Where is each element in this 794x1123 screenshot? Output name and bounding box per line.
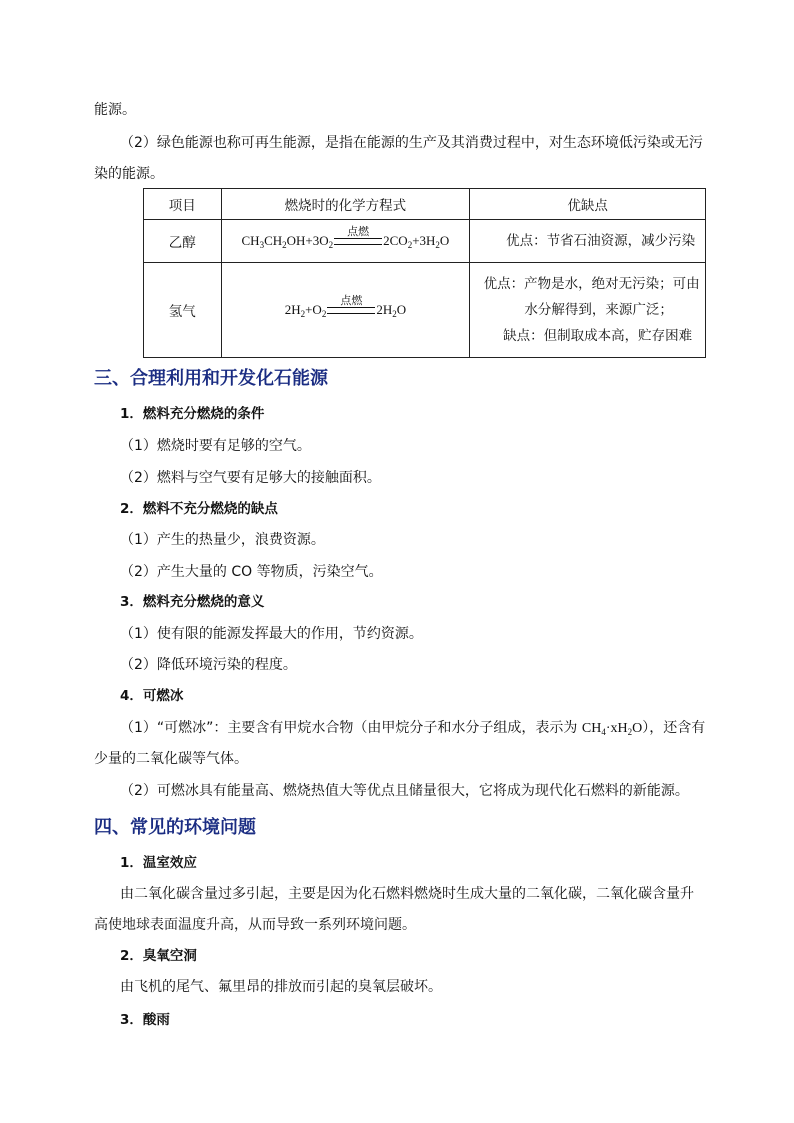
reaction-condition: 点燃 [340,293,363,307]
fuel-name-cell: 乙醇 [144,220,222,263]
paragraph-line: （1）使有限的能源发挥最大的作用，节约资源。 [120,626,423,642]
paragraph-line: （2）降低环境污染的程度。 [120,657,297,673]
intro-line: （2）绿色能源也称可再生能源，是指在能源的生产及其消费过程中，对生态环境低污染或无污 [120,135,703,151]
cons-line: 缺点：但制取成本高，贮存困难 [503,328,693,344]
paragraph-line: （1）燃烧时要有足够的空气。 [120,438,311,454]
pros-line: 水分解得到，来源广泛； [524,302,673,318]
paragraph-line: （2）产生大量的 CO 等物质，污染空气。 [120,564,383,580]
paragraph-line: （1）产生的热量少，浪费资源。 [120,532,325,548]
table-header-cell: 项目 [144,189,222,220]
pros-line: 优点：节省石油资源，减少污染 [506,233,696,249]
ethanol-equation: $CH_3CH_2OH+3O_2$ 点燃 $2CO_2+3H_2O$ [241,224,450,250]
paragraph-line: （2）可燃冰具有能量高、燃烧热值大等优点且储量很大，它将成为现代化石燃料的新能源。 [120,783,689,799]
intro-line: 染的能源。 [94,166,164,182]
table-header-row [144,189,706,220]
paragraph-line: 少量的二氧化碳等气体。 [94,751,248,767]
subheading: 2．臭氧空洞 [120,948,197,964]
table-header-cell: 优缺点 [470,189,706,220]
paragraph-line: （1）“可燃冰”：主要含有甲烷水合物（由甲烷分子和水分子组成，表示为 $CH_4\cdot xH_2O$），还含有 [120,720,706,737]
table-header-cell: 燃烧时的化学方程式 [221,189,470,220]
table-row [144,263,706,358]
subheading: 3．酸雨 [120,1012,170,1028]
paragraph-line: 由二氧化碳含量过多引起，主要是因为化石燃料燃烧时生成大量的二氧化碳，二氧化碳含量升 [120,886,694,902]
subheading: 4．可燃冰 [120,688,184,704]
pros-line: 优点：产物是水，绝对无污染；可由 [483,276,700,292]
energy-comparison-table [143,188,706,358]
reaction-condition-arrow [327,295,375,314]
intro-line: 能源。 [94,102,136,118]
equation-cell [221,263,470,358]
fuel-name-cell: 氢气 [144,263,222,358]
reaction-condition-arrow [334,226,382,245]
pros-cons-cell [470,263,706,358]
subheading: 2．燃料不充分燃烧的缺点 [120,501,278,517]
subheading: 1．燃料充分燃烧的条件 [120,406,265,422]
subheading: 3．燃料充分燃烧的意义 [120,594,265,610]
pros-cons-cell [470,220,706,263]
subheading: 1．温室效应 [120,855,197,871]
section-heading: 三、合理利用和开发化石能源 [94,368,328,389]
methane-hydrate-formula: $CH_4\cdot xH_2O$ [581,721,643,737]
hydrogen-equation: $2H_2+O_2$ 点燃 $2H_2O$ [284,293,407,319]
section-heading: 四、常见的环境问题 [94,817,256,838]
equation-cell [221,220,470,263]
reaction-condition: 点燃 [347,224,370,238]
paragraph-line: 高使地球表面温度升高，从而导致一系列环境问题。 [94,917,416,933]
table-row [144,220,706,263]
paragraph-line: 由飞机的尾气、氟里昂的排放而引起的臭氧层破坏。 [120,979,442,995]
paragraph-line: （2）燃料与空气要有足够大的接触面积。 [120,470,381,486]
